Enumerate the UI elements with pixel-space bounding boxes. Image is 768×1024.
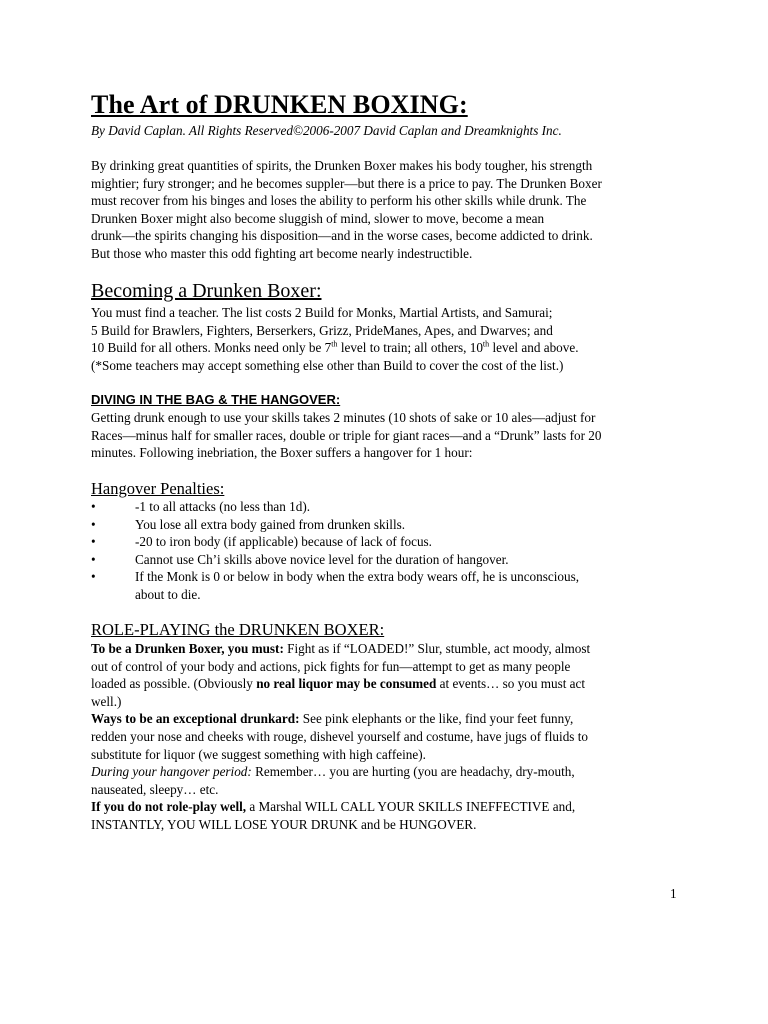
roleplay-line <box>91 640 691 658</box>
intro-line: mightier; fury stronger; and he becomes suppler—but there is a price to pay. The Drunken Boxer <box>91 175 602 191</box>
list-item <box>91 498 691 516</box>
list-item-text: If the Monk is 0 or below in body when the extra body wears off, he is unconscious, <box>135 569 580 585</box>
roleplay-text: See pink elephants or the like, find your feet funny, <box>299 711 574 727</box>
bullet-icon: • <box>91 534 96 550</box>
roleplay-bold-text: no real liquor may be consumed <box>256 676 437 692</box>
roleplay-text: Remember… you are hurting (you are headachy, dry-mouth, <box>251 764 575 780</box>
diving-paragraph <box>91 409 691 462</box>
ordinal-suffix: th <box>482 339 490 349</box>
bullet-icon: • <box>91 569 96 585</box>
becoming-line: 5 Build for Brawlers, Fighters, Berserkers, Grizz, PrideManes, Apes, and Dwarves; and <box>91 322 553 338</box>
intro-line: But those who master this odd fighting art become nearly indestructible. <box>91 245 473 261</box>
document-title: The Art of DRUNKEN BOXING: <box>91 90 468 119</box>
section-heading-diving: DIVING IN THE BAG & THE HANGOVER: <box>91 392 341 407</box>
intro-line: By drinking great quantities of spirits, the Drunken Boxer makes his body tougher, his strength <box>91 158 593 173</box>
roleplay-line <box>91 798 691 816</box>
roleplay-text: Fight as if “LOADED!” Slur, stumble, act moody, almost <box>283 641 591 656</box>
list-item <box>91 533 691 551</box>
diving-line: minutes. Following inebriation, the Boxer suffers a hangover for 1 hour: <box>91 445 473 461</box>
diving-line: Getting drunk enough to use your skills takes 2 minutes (10 shots of sake or 10 ales—adjust for <box>91 410 596 425</box>
roleplay-line: redden your nose and cheeks with rouge, dishevel yourself and costume, have jugs of fluids to <box>91 728 588 744</box>
roleplay-line <box>91 710 691 728</box>
byline: By David Caplan. All Rights Reserved©2006-2007 David Caplan and Dreamknights Inc. <box>91 123 562 138</box>
diving-line: Races—minus half for smaller races, double or triple for giant races—and a “Drunk” lasts for 20 <box>91 427 602 443</box>
becoming-text: level to train; all others, 10 <box>337 340 483 356</box>
list-item-text: -20 to iron body (if applicable) because of lack of focus. <box>135 534 432 550</box>
intro-line: Drunken Boxer might also become sluggish of mind, slower to move, become a mean <box>91 210 545 226</box>
becoming-text: 10 Build for all others. Monks need only be 7 <box>91 340 332 356</box>
roleplay-line: substitute for liquor (we suggest something with high caffeine). <box>91 746 426 762</box>
list-item-continuation: about to die. <box>135 586 201 602</box>
section-heading-becoming: Becoming a Drunken Boxer: <box>91 280 322 302</box>
bullet-icon: • <box>91 516 96 532</box>
becoming-text: level and above. <box>489 340 579 356</box>
roleplay-line: well.) <box>91 693 122 709</box>
becoming-line: You must find a teacher. The list costs 2 Build for Monks, Martial Artists, and Samurai; <box>91 305 553 320</box>
list-item-text: Cannot use Ch’i skills above novice level for the duration of hangover. <box>135 551 509 567</box>
becoming-paragraph <box>91 304 691 374</box>
roleplay-line <box>91 763 691 781</box>
list-item <box>91 516 691 534</box>
list-item-text: You lose all extra body gained from drunken skills. <box>135 516 406 532</box>
list-item <box>91 568 691 603</box>
roleplay-bold-lead: Ways to be an exceptional drunkard: <box>91 711 300 727</box>
roleplay-line: INSTANTLY, YOU WILL LOSE YOUR DRUNK and be HUNGOVER. <box>91 816 477 832</box>
list-item-text: -1 to all attacks (no less than 1d). <box>135 499 311 514</box>
roleplay-bold-lead: To be a Drunken Boxer, you must: <box>91 641 284 656</box>
section-heading-roleplay: ROLE-PLAYING the DRUNKEN BOXER: <box>91 620 385 639</box>
roleplay-line <box>91 675 691 693</box>
roleplay-text: at events… so you must act <box>436 676 586 692</box>
bullet-icon: • <box>91 551 96 567</box>
becoming-line: (*Some teachers may accept something else other than Build to cover the cost of the list.) <box>91 357 564 373</box>
hangover-list <box>91 498 691 604</box>
intro-paragraph <box>91 157 691 263</box>
roleplay-bold-lead: If you do not role-play well, <box>91 799 247 815</box>
roleplay-line: out of control of your body and actions, pick fights for fun—attempt to get as many people <box>91 658 571 674</box>
becoming-line <box>91 339 691 357</box>
list-item <box>91 551 691 569</box>
roleplay-paragraphs <box>91 640 691 834</box>
intro-line: drunk—the spirits changing his disposition—and in the worse cases, become addicted to drink. <box>91 228 593 244</box>
roleplay-line: nauseated, sleepy… etc. <box>91 781 219 797</box>
section-heading-hangover: Hangover Penalties: <box>91 479 225 498</box>
roleplay-text: loaded as possible. (Obviously <box>91 676 257 692</box>
roleplay-text: a Marshal WILL CALL YOUR SKILLS INEFFECTIVE and, <box>246 799 576 815</box>
intro-line: must recover from his binges and loses the ability to perform his other skills while drunk. The <box>91 193 587 209</box>
page-number: 1 <box>670 886 677 901</box>
bullet-icon: • <box>91 499 96 514</box>
ordinal-suffix: th <box>331 339 338 349</box>
roleplay-italic-lead: During your hangover period: <box>91 764 252 780</box>
